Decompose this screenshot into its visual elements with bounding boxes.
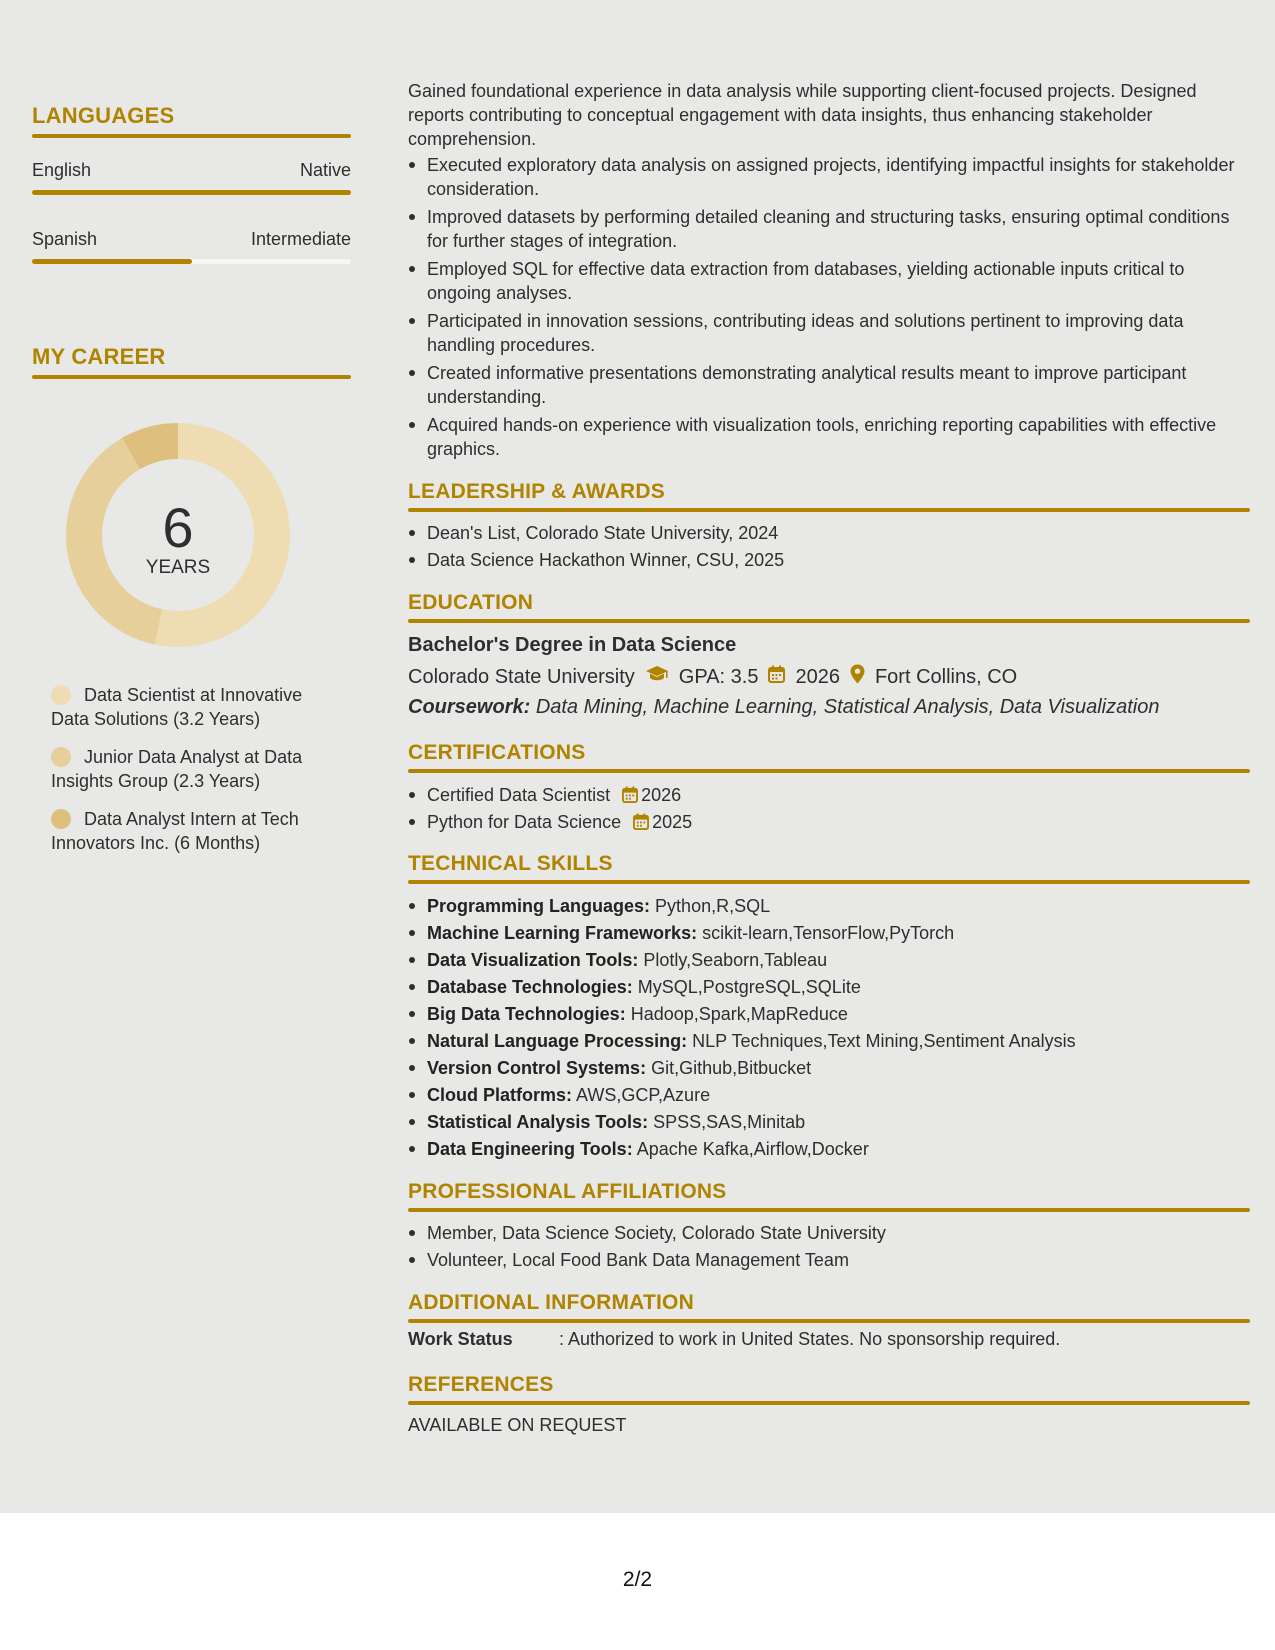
references-text: AVAILABLE ON REQUEST: [408, 1415, 627, 1435]
skill-item: [408, 1083, 1250, 1107]
career-donut-chart: [66, 423, 290, 647]
language-bar: [32, 190, 351, 195]
affiliations-section: [408, 1180, 1250, 1272]
experience-bullet: Acquired hands-on experience with visualization tools, enriching reporting capabilities with effective graphics.: [408, 413, 1250, 461]
skill-item: [408, 894, 1250, 918]
legend-dot: [51, 747, 71, 767]
references-rule: [408, 1401, 1250, 1405]
calendar-icon: [633, 812, 649, 829]
references-title: REFERENCES: [408, 1373, 554, 1396]
language-level: Native: [299, 160, 351, 180]
education-details: [408, 664, 1250, 690]
references-section: [408, 1373, 1250, 1437]
career-legend-item: [51, 683, 321, 731]
leadership-list: [408, 521, 1250, 572]
certification-item: [408, 810, 1250, 834]
skills-section: [408, 852, 1250, 1161]
skill-values: Git,Github,Bitbucket: [651, 1058, 812, 1078]
affiliation-item: Volunteer, Local Food Bank Data Management Team: [408, 1248, 1250, 1272]
calendar-icon: [622, 785, 638, 802]
skill-item: [408, 1137, 1250, 1161]
map-pin-icon: [850, 664, 865, 690]
page-number: 2/2: [622, 1568, 653, 1591]
affiliations-list: [408, 1221, 1250, 1272]
career-total-years: 6: [162, 496, 194, 559]
leadership-item: Dean's List, Colorado State University, 2024: [408, 521, 1250, 545]
certification-year: 2026: [641, 785, 682, 805]
skill-values: NLP Techniques,Text Mining,Sentiment Analysis: [692, 1031, 1076, 1051]
skill-category: Version Control Systems:: [427, 1058, 647, 1078]
gpa: GPA: 3.5: [678, 665, 759, 688]
skill-item: [408, 921, 1250, 945]
skills-rule: [408, 880, 1250, 884]
skill-category: Data Engineering Tools:: [427, 1139, 633, 1159]
certifications-section: [408, 741, 1250, 834]
experience-bullet: Executed exploratory data analysis on assigned projects, identifying impactful insights for stakeholder consideration.: [408, 153, 1250, 201]
work-status-label: Work Status: [408, 1329, 513, 1349]
experience-bullet: Employed SQL for effective data extraction from databases, yielding actionable inputs critical to ongoing analyses.: [408, 257, 1250, 305]
languages-title: LANGUAGES: [32, 103, 175, 128]
skills-title: TECHNICAL SKILLS: [408, 852, 613, 875]
skill-item: [408, 948, 1250, 972]
skill-item: [408, 1002, 1250, 1026]
skill-category: Data Visualization Tools:: [427, 950, 639, 970]
leadership-rule: [408, 508, 1250, 512]
experience-bullet: Participated in innovation sessions, contributing ideas and solutions pertinent to improving data handling procedures.: [408, 309, 1250, 357]
coursework-list: Data Mining, Machine Learning, Statistical Analysis, Data Visualization: [535, 696, 1160, 718]
skill-values: scikit-learn,TensorFlow,PyTorch: [702, 923, 955, 943]
skills-list: [408, 894, 1250, 1161]
skill-item: [408, 1056, 1250, 1080]
leadership-section: [408, 480, 1250, 572]
affiliations-title: PROFESSIONAL AFFILIATIONS: [408, 1180, 727, 1203]
language-name: Spanish: [32, 229, 98, 249]
experience-bullet: Created informative presentations demonstrating analytical results meant to improve participant understanding.: [408, 361, 1250, 409]
legend-label: Data Scientist at Innovative Data Solutions (3.2 Years): [51, 685, 303, 729]
certifications-list: [408, 783, 1250, 834]
language-item: [32, 160, 351, 195]
legend-dot: [51, 809, 71, 829]
education-rule: [408, 619, 1250, 623]
school-location: Fort Collins, CO: [874, 665, 1018, 688]
work-status-row: [408, 1329, 1250, 1350]
additional-info-section: [408, 1291, 1250, 1350]
skill-values: MySQL,PostgreSQL,SQLite: [637, 977, 861, 997]
skill-category: Big Data Technologies:: [427, 1004, 626, 1024]
additional-info-rule: [408, 1319, 1250, 1323]
skill-values: Python,R,SQL: [655, 896, 771, 916]
legend-dot: [51, 685, 71, 705]
language-bar: [32, 259, 351, 264]
affiliation-item: Member, Data Science Society, Colorado State University: [408, 1221, 1250, 1245]
career-rule: [32, 375, 351, 379]
career-legend-item: [51, 745, 321, 793]
certifications-title: CERTIFICATIONS: [408, 741, 586, 764]
experience-bullet: Improved datasets by performing detailed cleaning and structuring tasks, ensuring optimal conditions for further stages of integration.: [408, 205, 1250, 253]
degree-title: Bachelor's Degree in Data Science: [408, 634, 737, 656]
graduation-year: 2026: [795, 665, 840, 688]
school-name: Colorado State University: [408, 665, 635, 688]
leadership-item: Data Science Hackathon Winner, CSU, 2025: [408, 548, 1250, 572]
coursework-label: Coursework:: [408, 696, 531, 718]
certification-name: Certified Data Scientist: [427, 785, 611, 805]
languages-section: [32, 103, 351, 138]
career-legend-item: [51, 807, 321, 855]
experience-summary: Gained foundational experience in data analysis while supporting client-focused projects. Designed reports contributing to conceptual engagement with data insights, thus enhancing stakeholder comprehension.: [408, 81, 1197, 149]
skill-values: Plotly,Seaborn,Tableau: [643, 950, 828, 970]
career-total-label: YEARS: [145, 557, 211, 578]
skill-category: Database Technologies:: [427, 977, 633, 997]
language-bar-fill: [32, 190, 351, 195]
skill-item: [408, 1029, 1250, 1053]
legend-label: Junior Data Analyst at Data Insights Group (2.3 Years): [51, 747, 303, 791]
skill-category: Machine Learning Frameworks:: [427, 923, 698, 943]
graduation-cap-icon: [645, 665, 669, 689]
additional-info-title: ADDITIONAL INFORMATION: [408, 1291, 694, 1314]
leadership-title: LEADERSHIP & AWARDS: [408, 480, 665, 503]
education-section: [408, 591, 1250, 719]
education-title: EDUCATION: [408, 591, 534, 614]
language-name: English: [32, 160, 92, 180]
skill-values: AWS,GCP,Azure: [576, 1085, 711, 1105]
coursework: [408, 696, 1250, 719]
affiliations-rule: [408, 1208, 1250, 1212]
skill-item: [408, 1110, 1250, 1134]
work-status-value: : Authorized to work in United States. No sponsorship required.: [559, 1329, 1061, 1349]
career-title: MY CAREER: [32, 344, 166, 369]
language-bar-fill: [32, 259, 192, 264]
skill-category: Programming Languages:: [427, 896, 651, 916]
skill-values: Apache Kafka,Airflow,Docker: [636, 1139, 869, 1159]
certification-name: Python for Data Science: [427, 812, 622, 832]
experience-section: [408, 79, 1250, 461]
certification-item: [408, 783, 1250, 807]
skill-item: [408, 975, 1250, 999]
career-section: [32, 344, 351, 379]
skill-values: SPSS,SAS,Minitab: [653, 1112, 806, 1132]
skill-category: Natural Language Processing:: [427, 1031, 688, 1051]
certification-year: 2025: [652, 812, 693, 832]
skill-category: Cloud Platforms:: [427, 1085, 573, 1105]
languages-rule: [32, 134, 351, 138]
certifications-rule: [408, 769, 1250, 773]
experience-bullets: [408, 153, 1250, 461]
legend-label: Data Analyst Intern at Tech Innovators Inc. (6 Months): [51, 809, 299, 853]
language-level: Intermediate: [250, 229, 351, 249]
calendar-icon: [768, 665, 785, 689]
skill-category: Statistical Analysis Tools:: [427, 1112, 649, 1132]
language-item: [32, 229, 351, 264]
skill-values: Hadoop,Spark,MapReduce: [630, 1004, 848, 1024]
